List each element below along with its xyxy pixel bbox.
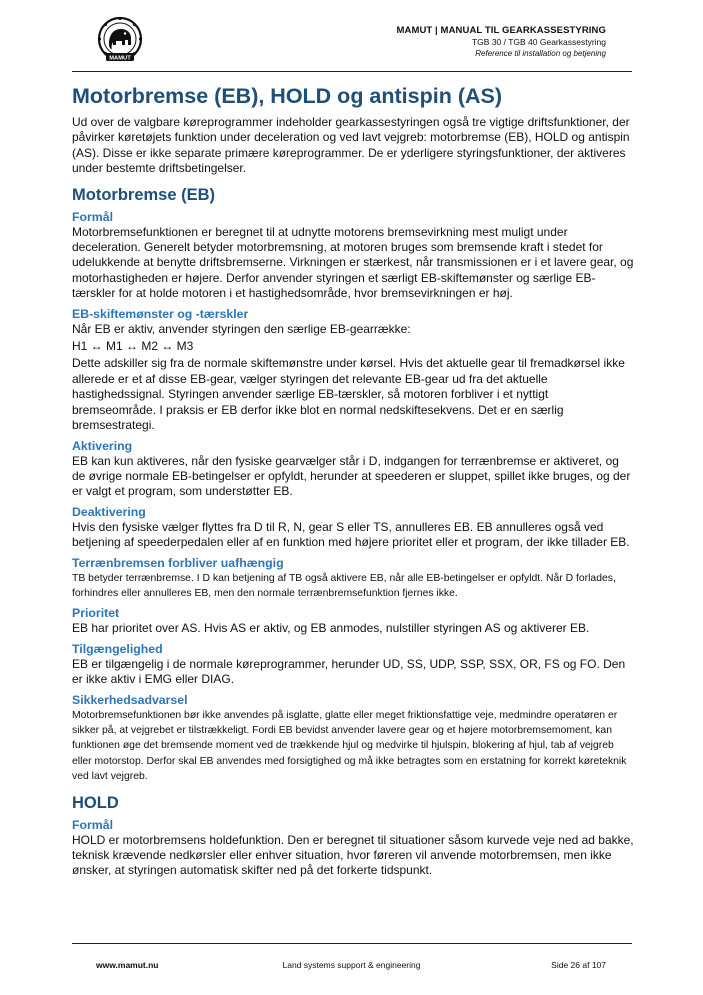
intro-paragraph: Ud over de valgbare køreprogrammer indeholder gearkassestyringen også tre vigtige driftsfunktioner, der påvirker køretøjets funktion under deceleration og ved lavt vejgreb: motorbremse (EB), HOLD og antispin (AS). Disse er ikke separate primære køreprogrammer. De er yderligere styringsfunktioner, der aktiveres under bestemte driftsbetingelser. bbox=[72, 115, 630, 176]
eb-deactivation-heading: Deaktivering bbox=[72, 504, 146, 519]
manual-title: MAMUT | MANUAL TIL GEARKASSESTYRING bbox=[396, 25, 606, 36]
eb-purpose-heading: Formål bbox=[72, 209, 113, 224]
footer-divider bbox=[72, 943, 632, 944]
eb-availability-heading: Tilgængelighed bbox=[72, 641, 163, 656]
page-content bbox=[72, 82, 634, 879]
eb-warning-heading: Sikkerhedsadvarsel bbox=[72, 692, 188, 707]
page-header bbox=[396, 25, 606, 59]
eb-activation-heading: Aktivering bbox=[72, 438, 133, 453]
header-divider bbox=[72, 71, 632, 72]
eb-shift-intro: Når EB er aktiv, anvender styringen den særlige EB-gearrække: bbox=[72, 321, 411, 336]
manual-subtitle: TGB 30 / TGB 40 Gearkassestyring bbox=[471, 37, 606, 47]
page-title: Motorbremse (EB), HOLD og antispin (AS) bbox=[72, 84, 502, 108]
eb-warning-text: Motorbremsefunktionen bør ikke anvendes på isglatte, glatte eller meget friktionsfattige veje, medmindre operatøren er sikker på, at vejgrebet er tilstrækkeligt. Fordi EB bevidst anvender lavere gear og et højere motorbremsemoment, kan funktionen øge det bremsende moment ved de trækkende hjul og medvirke til hjulspin, blokering af hjul, tab af vejgreb eller motorstop. Derfor skal EB anvendes med forsigtighed og må ikke betragtes som en erstatning for korrekt køreteknik ved lavt vejgreb. bbox=[72, 709, 627, 783]
eb-gear-sequence: H1 ↔ M1 ↔ M2 ↔ M3 bbox=[72, 339, 194, 354]
eb-activation-text: EB kan kun aktiveres, når den fysiske gearvælger står i D, indgangen for terrænbremse er aktiveret, og de øvrige normale EB-betingelser er opfyldt, herunder at speederen er sluppet, spillet ikke bruges, og der er valgt et program, som understøtter EB. bbox=[72, 453, 631, 499]
eb-terrain-heading: Terrænbremsen forbliver uafhængig bbox=[72, 555, 284, 570]
eb-shift-heading: EB-skiftemønster og -tærskler bbox=[72, 306, 249, 321]
logo-text: MAMUT bbox=[109, 55, 131, 62]
eb-availability-text: EB er tilgængelig i de normale køreprogrammer, herunder UD, SS, UDP, SSP, SSX, OR, FS og FO. Den er ikke aktiv i EMG eller DIAG. bbox=[72, 656, 626, 687]
eb-shift-text: Dette adskiller sig fra de normale skiftemønstre under kørsel. Hvis det aktuelle gear til fremadkørsel ikke allerede er et af disse EB-gear, vælger styringen det relevante EB-gear ud fra det aktuelle hastighedssignal. Styringen anvender særlige EB-tærskler, så motoren forbliver i et nyttigt bremseområde. I praksis er EB derfor ikke blot en normal nedskiftesekvens. Det er en særlig bremsestrategi. bbox=[72, 356, 625, 433]
eb-purpose-text: Motorbremsefunktionen er beregnet til at udnytte motorens bremsevirkning mest muligt under deceleration. Generelt betyder motorbremsning, at motoren bruges som bremsende kraft i stedet for udelukkende at benytte driftsbremserne. Virkningen er stærkest, når transmissionen er i et lavere gear, og motorhastigheden er højere. Derfor anvender styringen et særligt EB-skiftemønster og særlige EB-tærskler for at holde motoren i et hastighedsområde, hvor bremsevirkningen er høj. bbox=[72, 224, 634, 301]
hold-purpose-heading: Formål bbox=[72, 817, 113, 832]
footer-page-number: Side 26 af 107 bbox=[551, 960, 606, 970]
hold-purpose-text: HOLD er motorbremsens holdefunktion. Den er beregnet til situationer såsom kurvede veje ned ad bakke, teknisk krævende nedkørsler eller enhver situation, hvor føreren vil anvende motorbremsen, men ikke ønsker, at styringen automatisk skifter ned på det forkerte tidspunkt. bbox=[72, 832, 634, 878]
eb-section-heading: Motorbremse (EB) bbox=[72, 185, 216, 204]
eb-priority-text: EB har prioritet over AS. Hvis AS er aktiv, og EB anmodes, nulstiller styringen AS og aktiverer EB. bbox=[72, 621, 590, 636]
footer-tagline: Land systems support & engineering bbox=[282, 960, 421, 970]
eb-priority-heading: Prioritet bbox=[72, 606, 120, 621]
manual-reference: Reference til installation og betjening bbox=[475, 49, 606, 58]
footer-website: www.mamut.nu bbox=[96, 960, 159, 970]
mamut-logo bbox=[94, 16, 146, 64]
eb-deactivation-text: Hvis den fysiske vælger flyttes fra D til R, N, gear S eller TS, annulleres EB. EB annulleres også ved betjening af speederpedalen eller af en funktion med højere prioritet eller et program, der ikke tillader EB. bbox=[72, 519, 630, 550]
hold-section-heading: HOLD bbox=[72, 793, 119, 812]
eb-terrain-text: TB betyder terrænbremse. I D kan betjening af TB også aktivere EB, når alle EB-betingelser er opfyldt. Når D forlades, forhindres eller annulleres EB, men den normale terrænbremsefunktion fjernes ikke. bbox=[72, 572, 616, 599]
